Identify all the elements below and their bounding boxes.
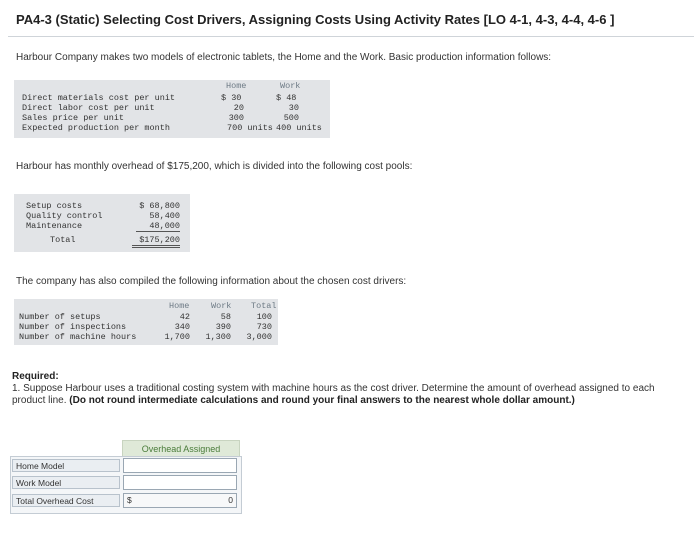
driver-home: 340 <box>174 322 190 332</box>
work-model-input[interactable] <box>123 475 237 490</box>
pool-value: 48,000 <box>136 221 180 232</box>
driver-total: 3,000 <box>246 332 272 342</box>
pool-label: Setup costs <box>26 201 83 211</box>
pool-label: Quality control <box>26 211 103 221</box>
pool-value: $ 68,800 <box>139 201 180 211</box>
home-model-label: Home Model <box>12 459 120 472</box>
production-row-work: $ 48 <box>276 93 297 103</box>
production-col-home: Home <box>226 81 247 91</box>
required-text-block <box>12 383 688 407</box>
production-col-work: Work <box>280 81 301 91</box>
required-note: (Do not round intermediate calculations and round your final answers to the nearest whole dollar amount.) <box>69 395 575 406</box>
production-row-work: 30 <box>288 103 299 113</box>
drivers-col-total: Total <box>251 301 277 311</box>
production-row-work: 500 <box>283 113 299 123</box>
driver-work: 1,300 <box>205 332 231 342</box>
cost-drivers-table <box>14 299 278 345</box>
driver-home: 42 <box>179 312 190 322</box>
page-title: PA4-3 (Static) Selecting Cost Drivers, Assigning Costs Using Activity Rates [LO 4-1, 4-3, 4-4, 4-6 ] <box>16 12 615 27</box>
pool-label: Maintenance <box>26 221 83 231</box>
work-model-label: Work Model <box>12 476 120 489</box>
production-row-label: Direct labor cost per unit <box>22 103 155 113</box>
driver-total: 100 <box>256 312 272 322</box>
driver-work: 58 <box>220 312 231 322</box>
production-row-home: 700 units <box>227 123 273 133</box>
drivers-col-work: Work <box>211 301 232 311</box>
driver-total: 730 <box>256 322 272 332</box>
driver-work: 390 <box>215 322 231 332</box>
production-table <box>14 80 330 138</box>
production-row-home: 300 <box>228 113 244 123</box>
driver-home: 1,700 <box>164 332 190 342</box>
total-overhead-label: Total Overhead Cost <box>12 494 120 507</box>
title-divider <box>8 36 694 37</box>
drivers-col-home: Home <box>169 301 190 311</box>
overhead-assigned-header: Overhead Assigned <box>122 440 240 458</box>
total-overhead-value: 0 <box>228 495 233 505</box>
required-text: 1. Suppose Harbour uses a traditional costing system with machine hours as the cost driver. Determine the amount of overhead assigned to each product line. <box>12 383 655 406</box>
production-row-work: 400 units <box>276 123 322 133</box>
pool-value: 58,400 <box>149 211 180 221</box>
currency-symbol: $ <box>127 495 132 505</box>
production-row-label: Sales price per unit <box>22 113 125 123</box>
overhead-intro-text: Harbour has monthly overhead of $175,200, which is divided into the following cost pools: <box>16 161 413 172</box>
driver-label: Number of setups <box>19 312 101 322</box>
drivers-intro-text: The company has also compiled the following information about the chosen cost drivers: <box>16 276 407 287</box>
total-overhead-field <box>123 493 237 508</box>
driver-label: Number of machine hours <box>19 332 137 342</box>
driver-label: Number of inspections <box>19 322 127 332</box>
home-model-input[interactable] <box>123 458 237 473</box>
production-row-home: $ 30 <box>221 93 242 103</box>
pool-total-label: Total <box>50 235 76 245</box>
cost-pools-table <box>14 194 190 252</box>
pool-total-value: $175,200 <box>132 235 180 248</box>
production-row-label: Expected production per month <box>22 123 170 133</box>
production-row-home: 20 <box>233 103 244 113</box>
production-row-label: Direct materials cost per unit <box>22 93 176 103</box>
required-heading: Required: <box>12 371 59 382</box>
required-section <box>12 371 688 407</box>
intro-text: Harbour Company makes two models of electronic tablets, the Home and the Work. Basic production information follows: <box>16 52 552 63</box>
